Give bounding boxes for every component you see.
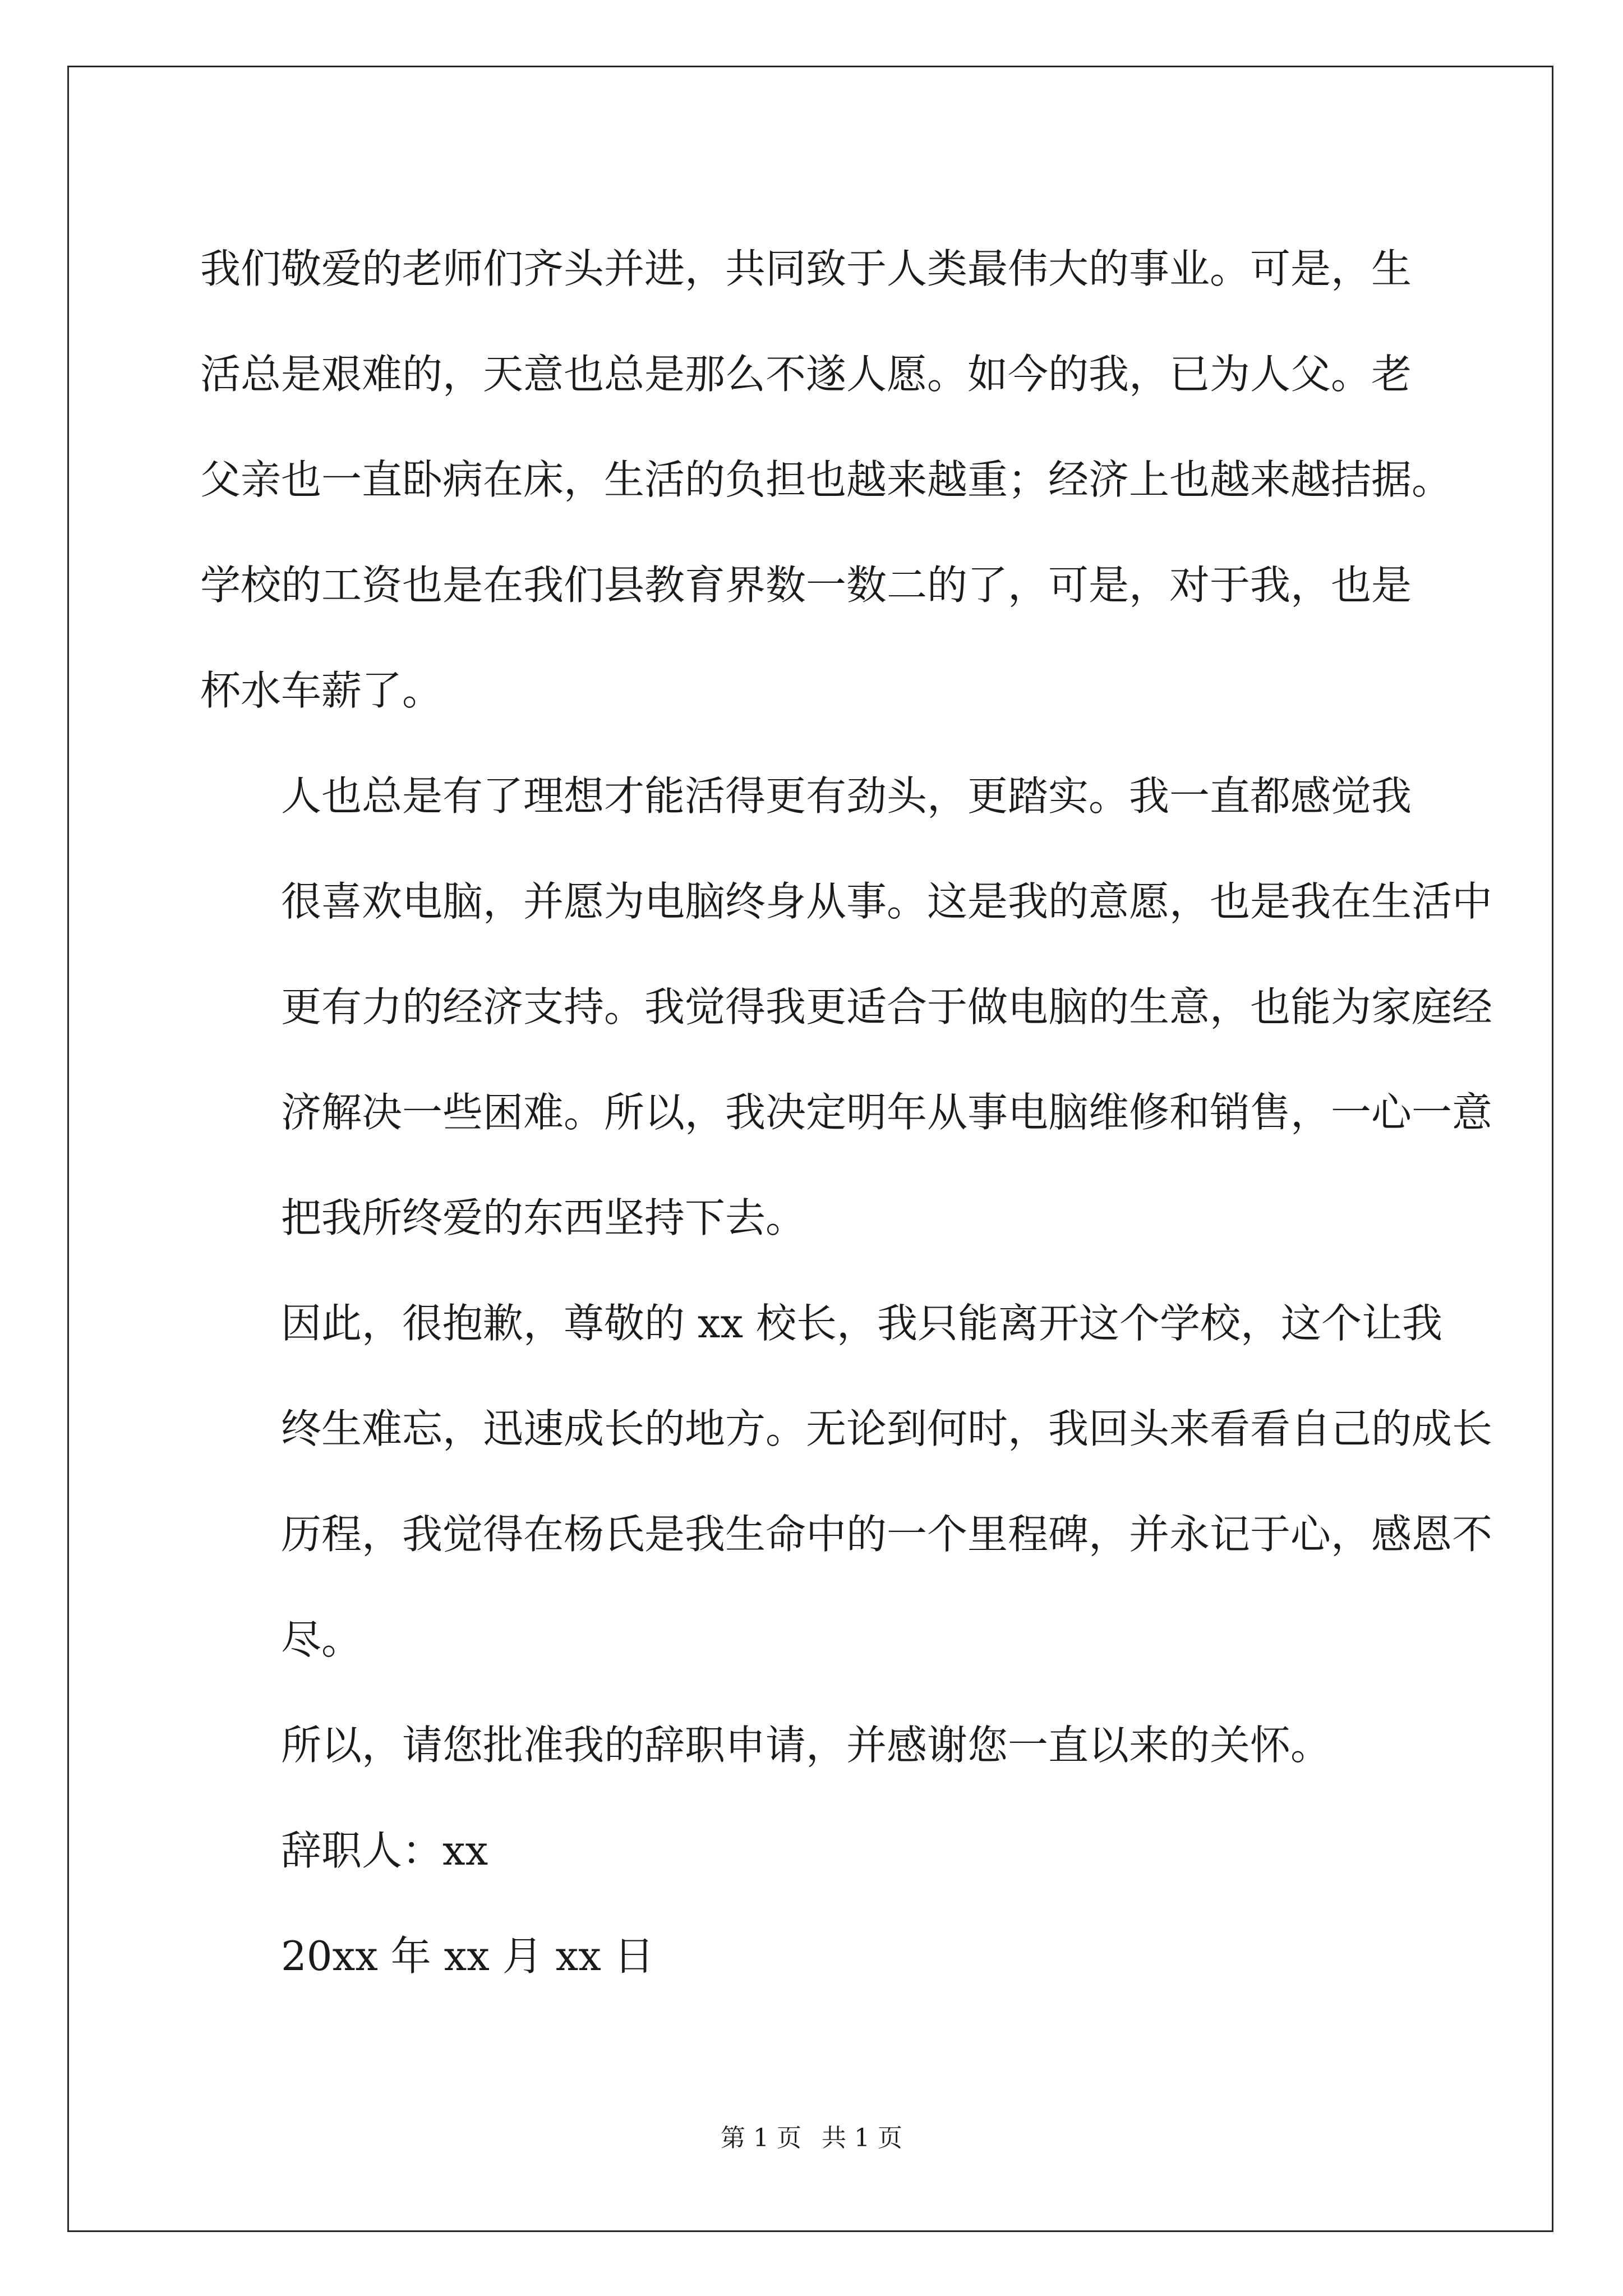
text-line: 人也总是有了理想才能活得更有劲头，更踏实。我一直都感觉我 xyxy=(281,772,1412,820)
text-line: 辞职人：xx xyxy=(281,1827,488,1874)
text-line: 尽。 xyxy=(281,1616,362,1663)
paragraph-2 xyxy=(200,743,1493,1271)
text-line: 20xx 年 xx 月 xx 日 xyxy=(281,1932,654,1980)
text-line: 历程，我觉得在杨氏是我生命中的一个里程碑，并永记于心，感恩不 xyxy=(281,1511,1493,1558)
text-line: 济解决一些困难。所以，我决定明年从事电脑维修和销售，一心一意 xyxy=(281,1089,1493,1136)
text-line: 因此，很抱歉，尊敬的 xx 校长，我只能离开这个学校，这个让我 xyxy=(281,1300,1442,1347)
signature-line xyxy=(200,1798,1434,1903)
text-line: 更有力的经济支持。我觉得我更适合于做电脑的生意，也能为家庭经 xyxy=(281,983,1493,1030)
text-line: 父亲也一直卧病在床，生活的负担也越来越重；经济上也越来越拮据。 xyxy=(200,456,1453,503)
paragraph-3 xyxy=(200,1271,1493,1692)
text-line: 很喜欢电脑，并愿为电脑终身从事。这是我的意愿，也是我在生活中 xyxy=(281,878,1493,925)
text-line: 把我所终爱的东西坚持下去。 xyxy=(281,1194,806,1241)
text-line: 我们敬爱的老师们齐头并进，共同致于人类最伟大的事业。可是，生 xyxy=(200,245,1412,292)
paragraph-4 xyxy=(200,1692,1434,1798)
text-line: 所以，请您批准我的辞职申请，并感谢您一直以来的关怀。 xyxy=(281,1722,1331,1769)
letter-body xyxy=(200,216,1493,2009)
text-line: 终生难忘，迅速成长的地方。无论到何时，我回头来看看自己的成长 xyxy=(281,1405,1493,1452)
text-line: 活总是艰难的，天意也总是那么不遂人愿。如今的我，已为人父。老 xyxy=(200,351,1412,398)
page-total: 共 1 页 xyxy=(822,2124,902,2152)
date-line xyxy=(200,1903,1434,2009)
page-footer xyxy=(0,2122,1623,2155)
page-number: 第 1 页 xyxy=(721,2124,801,2152)
paragraph-1 xyxy=(200,216,1453,743)
text-line: 杯水车薪了。 xyxy=(200,667,443,714)
text-line: 学校的工资也是在我们县教育界数一数二的了，可是，对于我，也是 xyxy=(200,562,1412,609)
